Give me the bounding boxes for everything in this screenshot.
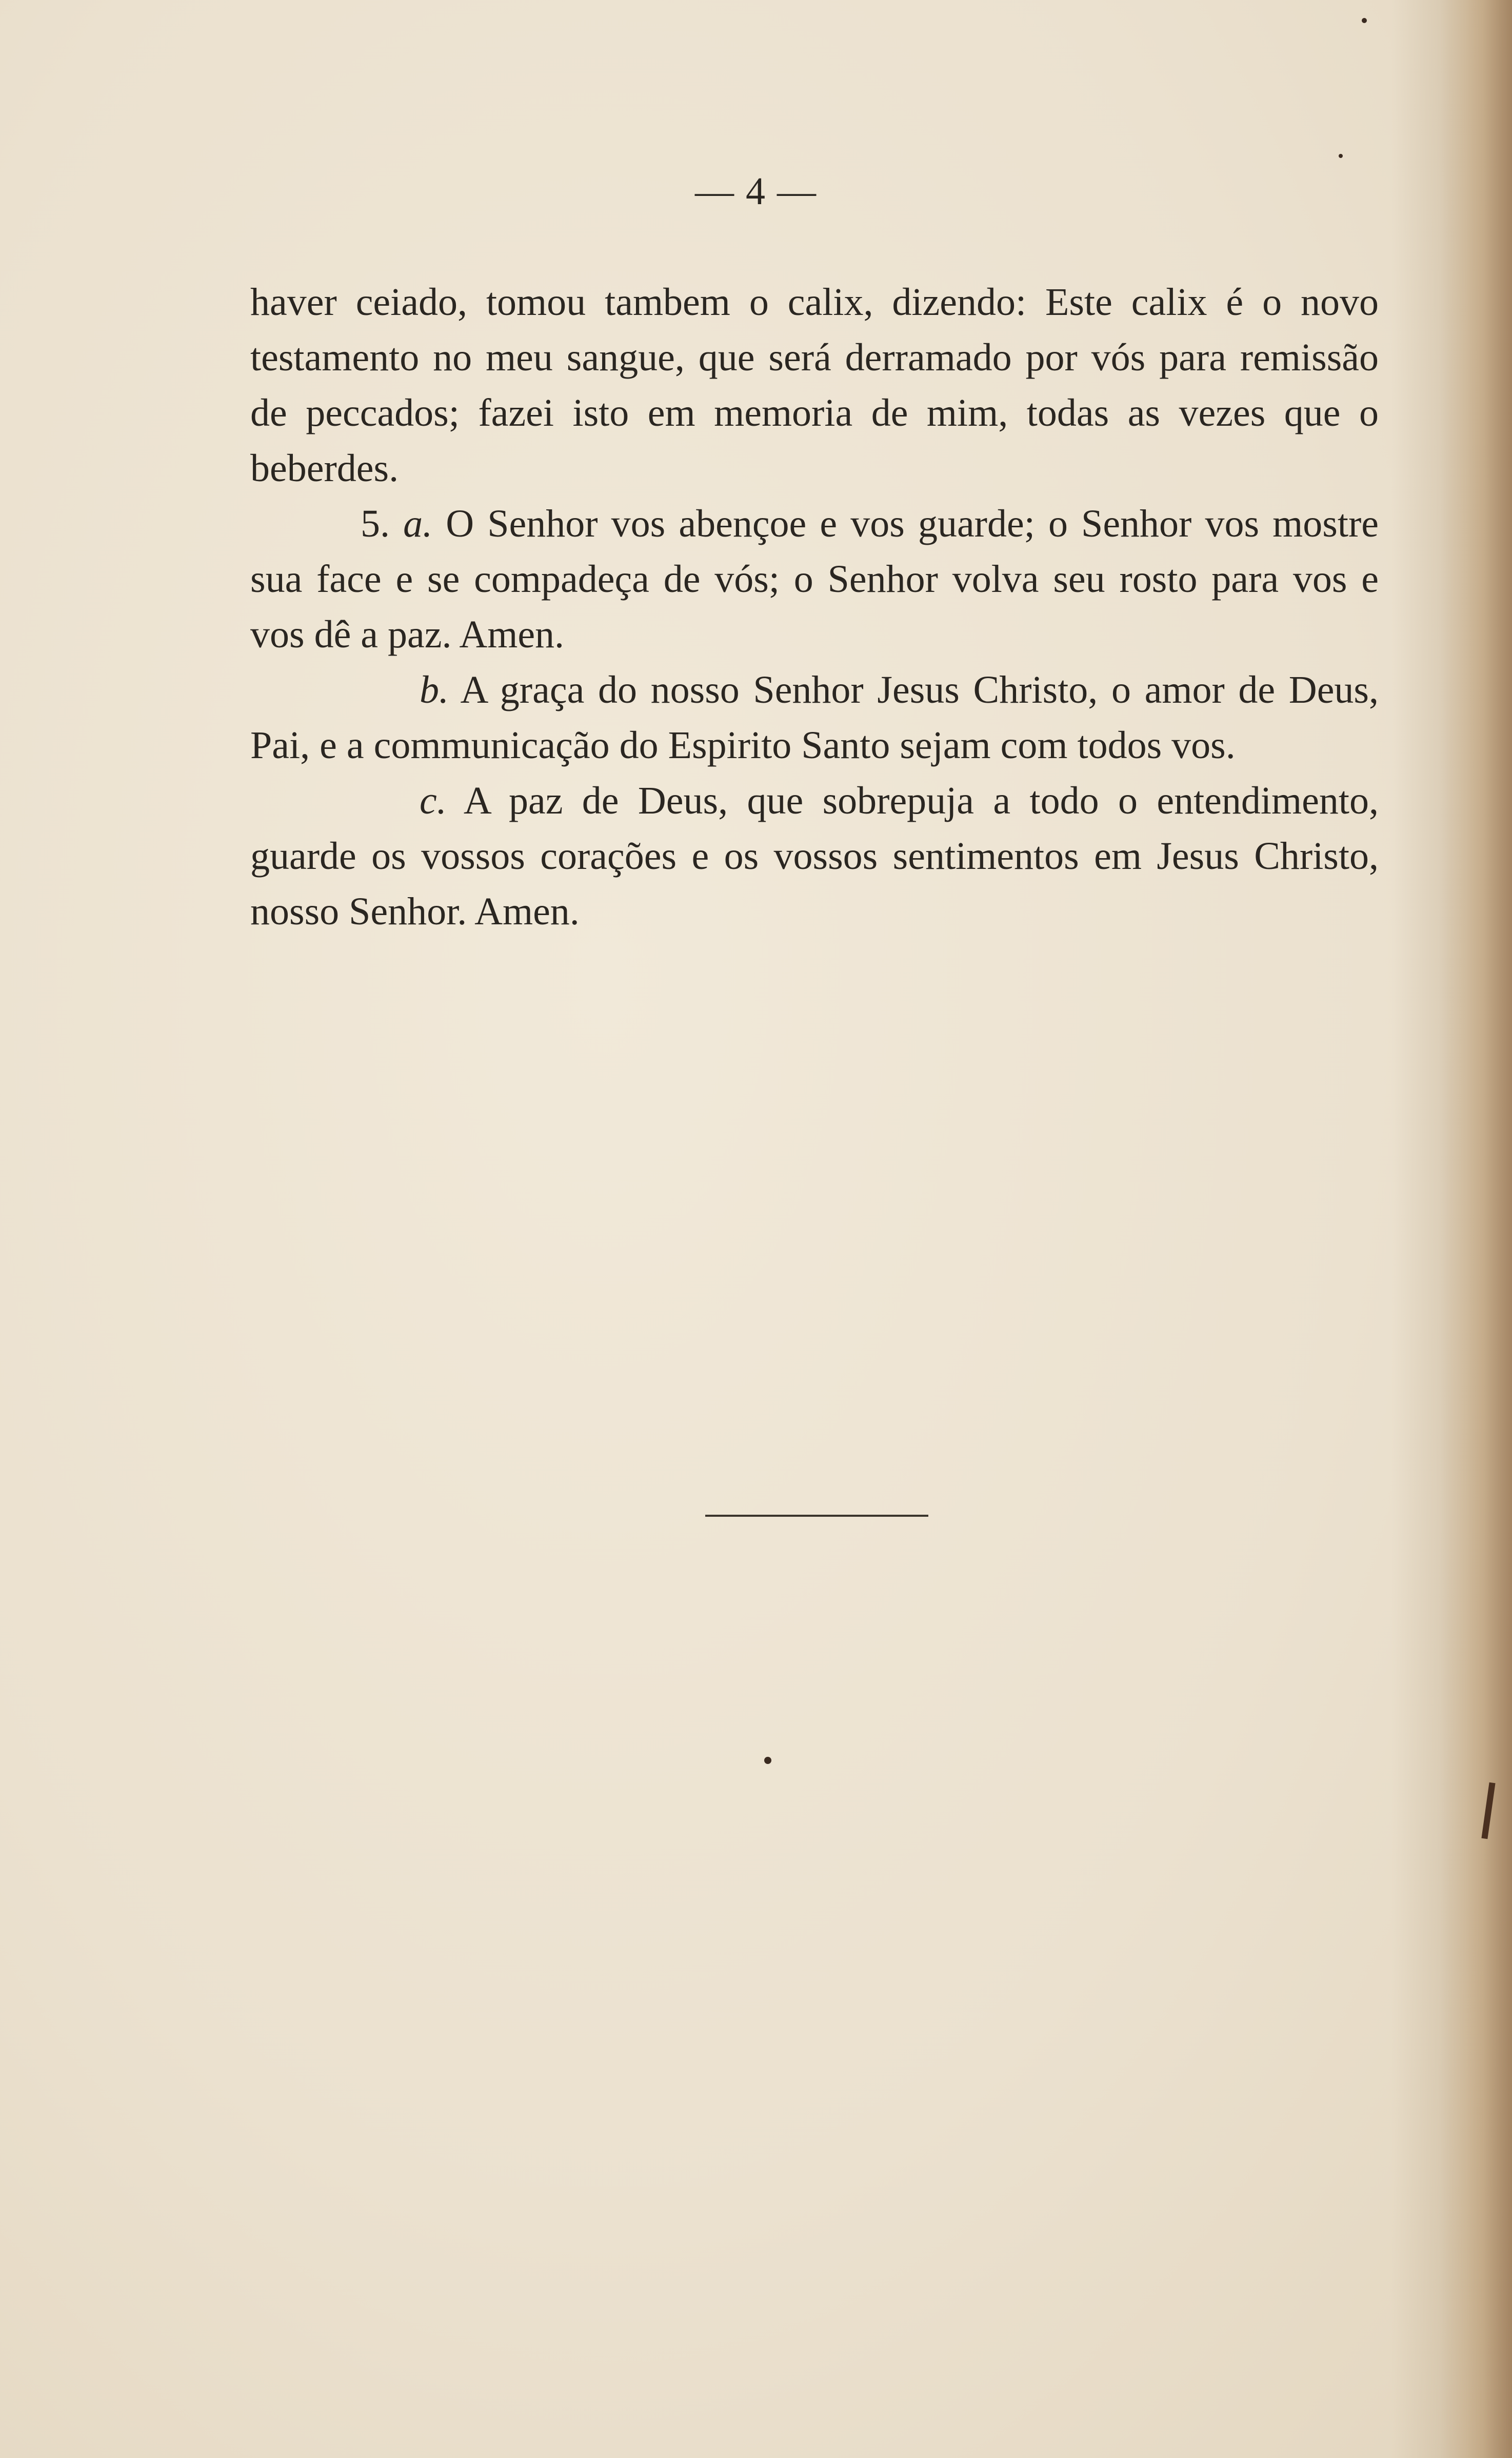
paragraph-letter-c: c. xyxy=(420,779,447,822)
ink-speck xyxy=(764,1757,771,1764)
paragraph-c xyxy=(250,773,1379,939)
paragraph-number: 5. xyxy=(361,502,390,545)
ink-speck xyxy=(1339,154,1343,158)
ink-speck xyxy=(1362,18,1367,23)
paragraph-continuation: haver ceiado, tomou tambem o calix, dizendo: Este calix é o novo testamento no meu sangue, que será derramado por vós para remissão de peccados; fazei isto em memoria de mim, todas as vezes que o beberdes. xyxy=(250,281,1379,490)
section-divider-rule xyxy=(705,1515,928,1517)
paragraph-5a xyxy=(250,496,1379,662)
page-edge-stain xyxy=(1440,0,1512,2458)
paragraph-b-text: A graça do nosso Senhor Jesus Christo, o amor de Deus, Pai, e a communicação do Espirito Santo sejam com todos vos. xyxy=(250,668,1379,767)
body-text xyxy=(250,274,1379,939)
paragraph-b xyxy=(250,662,1379,773)
paragraph-5a-text: O Senhor vos abençoe e vos guarde; o Senhor vos mostre sua face e se compadeça de vós; o Senhor volva seu rosto para vos e vos dê a paz. Amen. xyxy=(250,502,1379,656)
paragraph-letter-a: a. xyxy=(403,502,433,545)
page-number: — 4 — xyxy=(695,170,817,213)
paragraph-c-text: A paz de Deus, que sobrepuja a todo o entendimento, guarde os vossos corações e os vossos sentimentos em Jesus Christo, nosso Senhor. Amen. xyxy=(250,779,1379,933)
paragraph-letter-b: b. xyxy=(420,668,449,711)
